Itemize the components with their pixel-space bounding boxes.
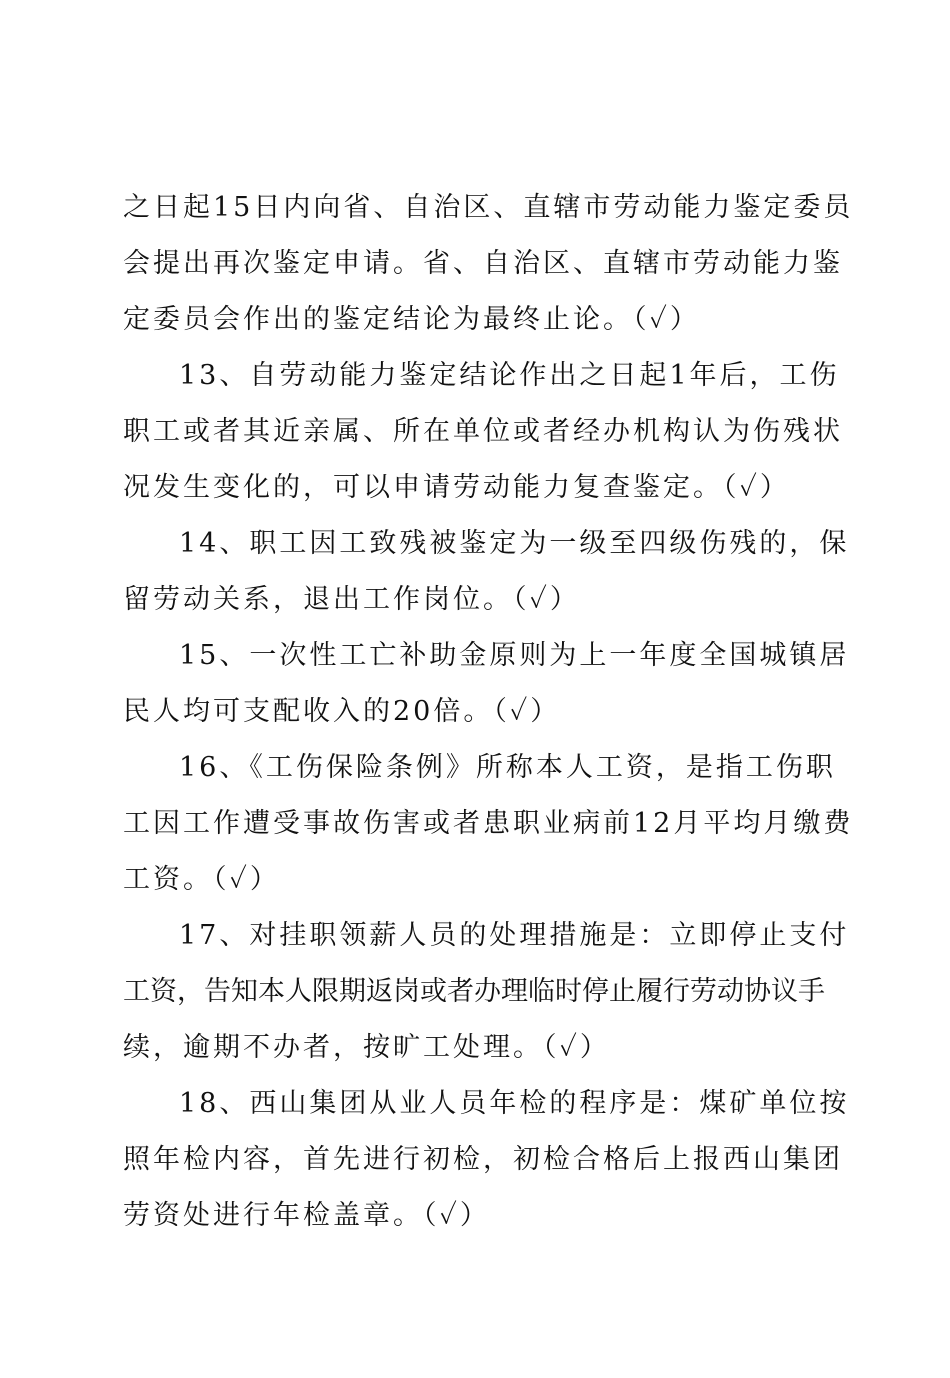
paragraph-item-15 bbox=[123, 628, 850, 740]
text-line: 13、自劳动能力鉴定结论作出之日起1年后，工伤 bbox=[179, 360, 840, 391]
text-line: 职工或者其近亲属、所在单位或者经办机构认为伤残状 bbox=[123, 416, 843, 447]
paragraph-item-17 bbox=[123, 908, 850, 1076]
text-line: 劳资处进行年检盖章。（✓） bbox=[123, 1200, 490, 1231]
text-line: 18、西山集团从业人员年检的程序是：煤矿单位按 bbox=[179, 1088, 850, 1119]
paragraph-item-12-continued bbox=[123, 180, 854, 348]
paragraph-item-14 bbox=[123, 516, 850, 628]
text-line: 续，逾期不办者，按旷工处理。（✓） bbox=[123, 1032, 610, 1063]
paragraph-item-18 bbox=[123, 1076, 850, 1244]
paragraph-item-16 bbox=[123, 740, 854, 908]
text-line: 17、对挂职领薪人员的处理措施是：立即停止支付 bbox=[179, 920, 850, 951]
paragraph-item-13 bbox=[123, 348, 843, 516]
text-line: 工资，告知本人限期返岗或者办理临时停止履行劳动协议手 bbox=[123, 976, 825, 1007]
text-line: 15、一次性工亡补助金原则为上一年度全国城镇居 bbox=[179, 640, 850, 671]
text-line: 留劳动关系，退出工作岗位。（✓） bbox=[123, 584, 580, 615]
text-line: 之日起15日内向省、自治区、直辖市劳动能力鉴定委员 bbox=[123, 192, 854, 223]
text-line: 14、职工因工致残被鉴定为一级至四级伤残的，保 bbox=[179, 528, 850, 559]
text-line: 工因工作遭受事故伤害或者患职业病前12月平均月缴费 bbox=[123, 808, 854, 839]
text-line: 况发生变化的，可以申请劳动能力复查鉴定。（✓） bbox=[123, 472, 790, 503]
text-line: 16、《工伤保险条例》所称本人工资，是指工伤职 bbox=[179, 752, 836, 783]
text-line: 工资。（✓） bbox=[123, 864, 280, 895]
document-body bbox=[123, 180, 854, 1244]
text-line: 民人均可支配收入的20倍。（✓） bbox=[123, 696, 561, 727]
text-line: 定委员会作出的鉴定结论为最终止论。（✓） bbox=[123, 304, 700, 335]
text-line: 会提出再次鉴定申请。省、自治区、直辖市劳动能力鉴 bbox=[123, 248, 843, 279]
text-line: 照年检内容，首先进行初检，初检合格后上报西山集团 bbox=[123, 1144, 843, 1175]
